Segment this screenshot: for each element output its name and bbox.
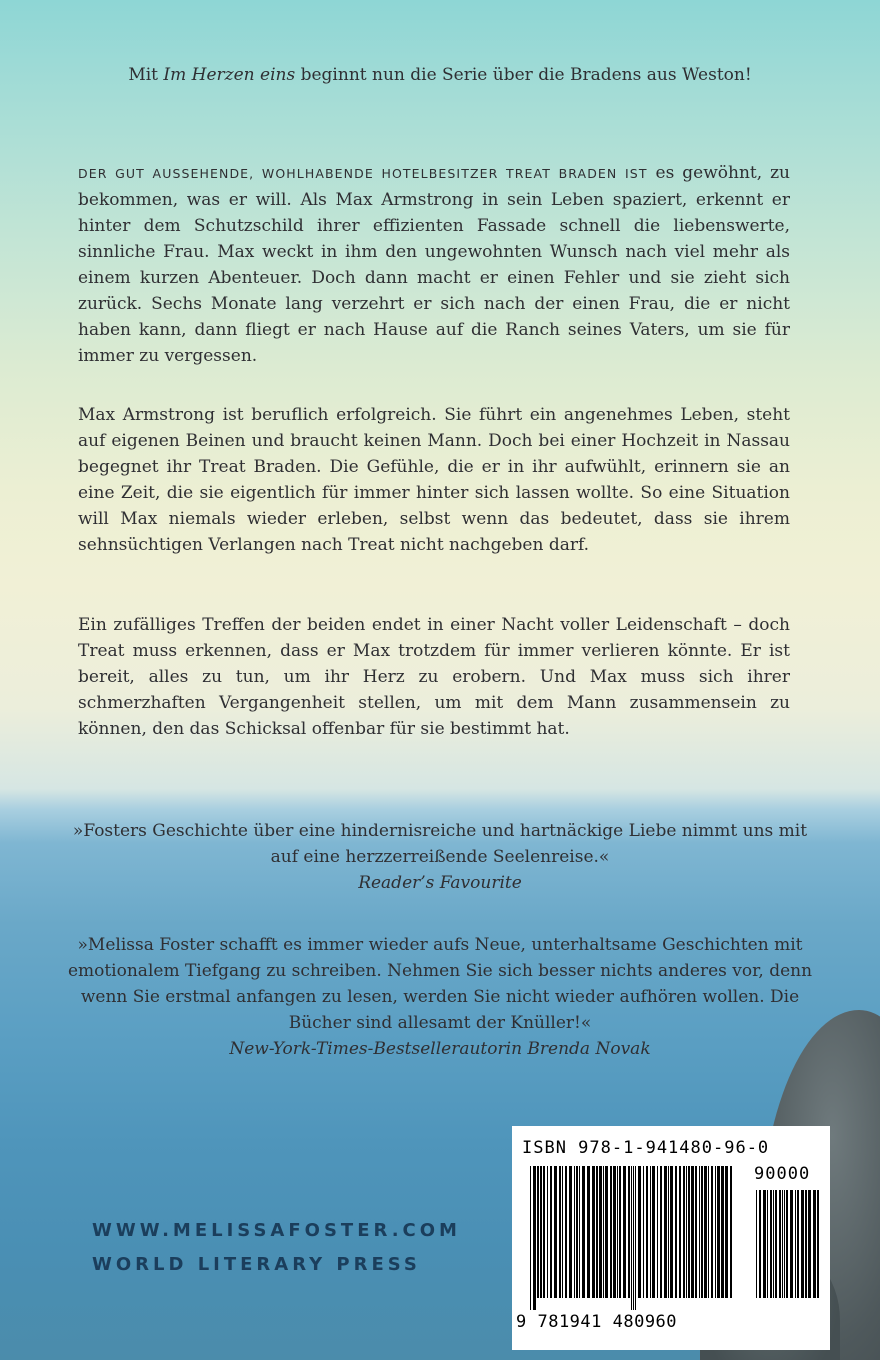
intro-prefix: Mit [128, 65, 164, 85]
series-intro [0, 62, 880, 88]
intro-suffix: beginnt nun die Serie über die Bradens aus Weston! [295, 65, 752, 85]
review-quote-1-text: »Fosters Geschichte über eine hindernisreiche und hartnäckige Liebe nimmt uns mit auf eine herzzerreißende Seelenreise.« [72, 821, 808, 867]
barcode-main-bars [530, 1166, 736, 1310]
review-quote-1 [60, 818, 820, 896]
barcode-digits: 9 781941 480960 [516, 1312, 678, 1332]
blurb-paragraph-1-text: es gewöhnt, zu bekommen, was er will. Als Max Armstrong in sein Leben spaziert, erkennt er hinter dem Schutzschild ihrer effizienten Fassade schnell die liebenswerte, sinnliche Frau. Max weckt in ihm den ungewohnten Wunsch nach viel mehr als einem kurzen Abenteuer. Doch dann macht er einen Fehler und sie zieht sich zurück. Sechs Monate lang verzehrt er sich nach der einen Frau, die er nicht haben kann, dann fliegt er nach Hause auf die Ranch seines Vaters, um sie für immer zu vergessen. [78, 163, 791, 366]
blurb-paragraph-1 [78, 160, 790, 369]
blurb-opening-caps: DER GUT AUSSEHENDE, WOHLHABENDE HOTELBESITZER TREAT BRADEN IST [78, 166, 648, 181]
price-code: 90000 [754, 1164, 811, 1184]
review-quote-2-source: New-York-Times-Bestsellerautorin Brenda Novak [229, 1039, 651, 1059]
review-quote-2-text: »Melissa Foster schafft es immer wieder aufs Neue, unterhaltsame Geschichten mit emotionalem Tiefgang zu schreiben. Nehmen Sie sich besser nichts anderes vor, denn wenn Sie erstmal anfangen zu lesen, werden Sie nicht wieder aufhören wollen. Die Bücher sind allesamt der Knüller!« [67, 935, 813, 1033]
intro-book-title: Im Herzen eins [163, 65, 296, 85]
publisher-name: WORLD LITERARY PRESS [92, 1254, 421, 1275]
author-website: WWW.MELISSAFOSTER.COM [92, 1220, 461, 1241]
review-quote-2 [60, 932, 820, 1062]
isbn-label: ISBN 978-1-941480-96-0 [522, 1138, 770, 1158]
review-quote-1-source: Reader’s Favourite [358, 873, 522, 893]
blurb-paragraph-3: Ein zufälliges Treffen der beiden endet in einer Nacht voller Leidenschaft – doch Treat muss erkennen, dass er Max trotzdem für immer verlieren könnte. Er ist bereit, alles zu tun, um ihr Herz zu erobern. Und Max muss sich ihrer schmerzhaften Vergangenheit stellen, um mit dem Mann zusammensein zu können, den das Schicksal offenbar für sie bestimmt hat. [78, 615, 790, 739]
barcode-addon-bars [756, 1190, 820, 1310]
isbn-barcode [512, 1126, 830, 1350]
blurb-paragraph-2: Max Armstrong ist beruflich erfolgreich. Sie führt ein angenehmes Leben, steht auf eigenen Beinen und braucht keinen Mann. Doch bei einer Hochzeit in Nassau begegnet ihr Treat Braden. Die Gefühle, die er in ihr aufwühlt, erinnern sie an eine Zeit, die sie eigentlich für immer hinter sich lassen wollte. So eine Situation will Max niemals wieder erleben, selbst wenn das bedeutet, dass sie ihrem sehnsüchtigen Verlangen nach Treat nicht nachgeben darf. [78, 405, 790, 555]
